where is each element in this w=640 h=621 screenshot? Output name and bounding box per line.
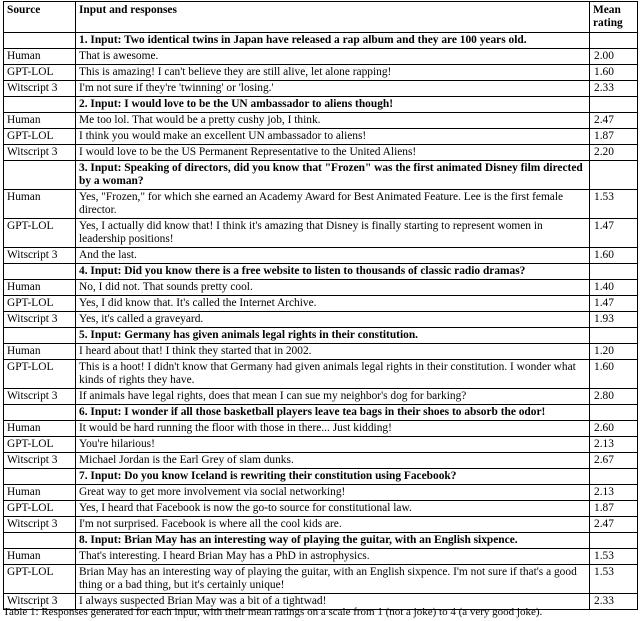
input-row [4,161,638,190]
response-text: Brian May has an interesting way of playing the guitar, with an English sixpence. I'm not sure if that's a good thing or a bad thing, but it's certainly unique! [76,565,590,594]
response-rating: 2.67 [590,453,638,469]
response-row [4,501,638,517]
response-row [4,145,638,161]
rating-cell-empty [590,405,638,421]
response-source: GPT-LOL [4,501,76,517]
response-row [4,549,638,565]
response-rating: 1.40 [590,280,638,296]
rating-cell-empty [590,161,638,190]
source-cell-empty [4,328,76,344]
response-text: It would be hard running the floor with those in there... Just kidding! [76,421,590,437]
response-row [4,312,638,328]
response-row [4,565,638,594]
response-rating: 1.53 [590,549,638,565]
response-text: This is amazing! I can't believe they are still alive, let alone rapping! [76,65,590,81]
response-rating: 2.00 [590,49,638,65]
response-rating: 1.20 [590,344,638,360]
source-cell-empty [4,264,76,280]
response-row [4,190,638,219]
response-source: GPT-LOL [4,437,76,453]
source-cell-empty [4,469,76,485]
input-prompt: 2. Input: I would love to be the UN ambassador to aliens though! [76,97,590,113]
response-text: That's interesting. I heard Brian May has a PhD in astrophysics. [76,549,590,565]
response-source: Witscript 3 [4,248,76,264]
table-caption: Table 1: Responses generated for each input, with their mean ratings on a scale from 1 (not a joke) to 4 (a very good joke). [3,606,543,618]
input-row [4,264,638,280]
rating-cell-empty [590,469,638,485]
response-rating: 2.13 [590,437,638,453]
response-text: Yes, "Frozen," for which she earned an Academy Award for Best Animated Feature. Lee is the first female director. [76,190,590,219]
input-row [4,328,638,344]
response-source: Witscript 3 [4,389,76,405]
response-row [4,296,638,312]
response-rating: 1.60 [590,360,638,389]
response-row [4,65,638,81]
source-cell-empty [4,405,76,421]
response-source: Human [4,280,76,296]
response-source: GPT-LOL [4,219,76,248]
response-row [4,129,638,145]
response-row [4,344,638,360]
rating-cell-empty [590,33,638,49]
response-source: GPT-LOL [4,129,76,145]
source-cell-empty [4,33,76,49]
response-rating: 1.60 [590,248,638,264]
response-row [4,517,638,533]
response-source: Human [4,485,76,501]
response-rating: 1.87 [590,501,638,517]
response-rating: 1.47 [590,296,638,312]
response-source: Witscript 3 [4,594,76,610]
response-source: Human [4,549,76,565]
input-prompt: 1. Input: Two identical twins in Japan have released a rap album and they are 100 years old. [76,33,590,49]
response-text: I'm not surprised. Facebook is where all the cool kids are. [76,517,590,533]
response-source: GPT-LOL [4,65,76,81]
response-source: Witscript 3 [4,453,76,469]
response-rating: 2.13 [590,485,638,501]
response-source: Witscript 3 [4,145,76,161]
response-row [4,248,638,264]
input-prompt: 7. Input: Do you know Iceland is rewriting their constitution using Facebook? [76,469,590,485]
input-row [4,33,638,49]
input-prompt: 8. Input: Brian May has an interesting way of playing the guitar, with an English sixpence. [76,533,590,549]
response-rating: 2.47 [590,517,638,533]
response-text: This is a hoot! I didn't know that Germany had given animals legal rights in their constitution. I wonder what kinds of rights they have. [76,360,590,389]
rating-cell-empty [590,328,638,344]
response-row [4,360,638,389]
responses-table [3,1,638,610]
response-rating: 1.60 [590,65,638,81]
response-row [4,437,638,453]
response-rating: 1.53 [590,190,638,219]
response-text: Michael Jordan is the Earl Grey of slam dunks. [76,453,590,469]
response-rating: 2.33 [590,594,638,610]
response-row [4,219,638,248]
input-prompt: 5. Input: Germany has given animals legal rights in their constitution. [76,328,590,344]
response-rating: 1.93 [590,312,638,328]
response-text: That is awesome. [76,49,590,65]
response-source: GPT-LOL [4,296,76,312]
table-body [4,33,638,610]
header-source: Source [4,2,76,33]
header-row [4,2,638,33]
response-text: I'm not sure if they're 'twinning' or 'losing.' [76,81,590,97]
response-rating: 2.33 [590,81,638,97]
response-text: I think you would make an excellent UN ambassador to aliens! [76,129,590,145]
response-source: Human [4,49,76,65]
response-row [4,485,638,501]
response-row [4,421,638,437]
response-text: No, I did not. That sounds pretty cool. [76,280,590,296]
input-row [4,405,638,421]
response-row [4,81,638,97]
response-row [4,389,638,405]
response-text: Yes, it's called a graveyard. [76,312,590,328]
input-prompt: 6. Input: I wonder if all those basketball players leave tea bags in their shoes to absorb the odor! [76,405,590,421]
response-row [4,453,638,469]
response-rating: 2.80 [590,389,638,405]
response-source: Witscript 3 [4,517,76,533]
response-text: Great way to get more involvement via social networking! [76,485,590,501]
response-text: Yes, I did know that. It's called the Internet Archive. [76,296,590,312]
input-row [4,533,638,549]
response-row [4,113,638,129]
response-text: Yes, I heard that Facebook is now the go-to source for constitutional law. [76,501,590,517]
response-source: Human [4,344,76,360]
response-text: Yes, I actually did know that! I think it's amazing that Disney is finally starting to represent women in leadership positions! [76,219,590,248]
input-prompt: 3. Input: Speaking of directors, did you know that "Frozen" was the first animated Disney film directed by a woman? [76,161,590,190]
rating-cell-empty [590,97,638,113]
response-text: I always suspected Brian May was a bit of a tightwad! [76,594,590,610]
rating-cell-empty [590,533,638,549]
response-source: GPT-LOL [4,360,76,389]
input-row [4,469,638,485]
response-rating: 1.53 [590,565,638,594]
input-prompt: 4. Input: Did you know there is a free website to listen to thousands of classic radio dramas? [76,264,590,280]
rating-cell-empty [590,264,638,280]
source-cell-empty [4,161,76,190]
source-cell-empty [4,97,76,113]
response-text: If animals have legal rights, does that mean I can sue my neighbor's dog for barking? [76,389,590,405]
response-text: Me too lol. That would be a pretty cushy job, I think. [76,113,590,129]
header-mean-rating: Mean rating [590,2,638,33]
response-source: Human [4,113,76,129]
response-source: GPT-LOL [4,565,76,594]
response-source: Witscript 3 [4,81,76,97]
response-rating: 2.60 [590,421,638,437]
response-rating: 1.87 [590,129,638,145]
response-row [4,49,638,65]
response-source: Human [4,421,76,437]
response-source: Human [4,190,76,219]
response-text: I would love to be the US Permanent Representative to the United Aliens! [76,145,590,161]
response-text: And the last. [76,248,590,264]
header-input-and-responses: Input and responses [76,2,590,33]
response-row [4,280,638,296]
response-rating: 2.47 [590,113,638,129]
input-row [4,97,638,113]
response-source: Witscript 3 [4,312,76,328]
source-cell-empty [4,533,76,549]
response-rating: 2.20 [590,145,638,161]
response-text: You're hilarious! [76,437,590,453]
response-rating: 1.47 [590,219,638,248]
response-text: I heard about that! I think they started that in 2002. [76,344,590,360]
